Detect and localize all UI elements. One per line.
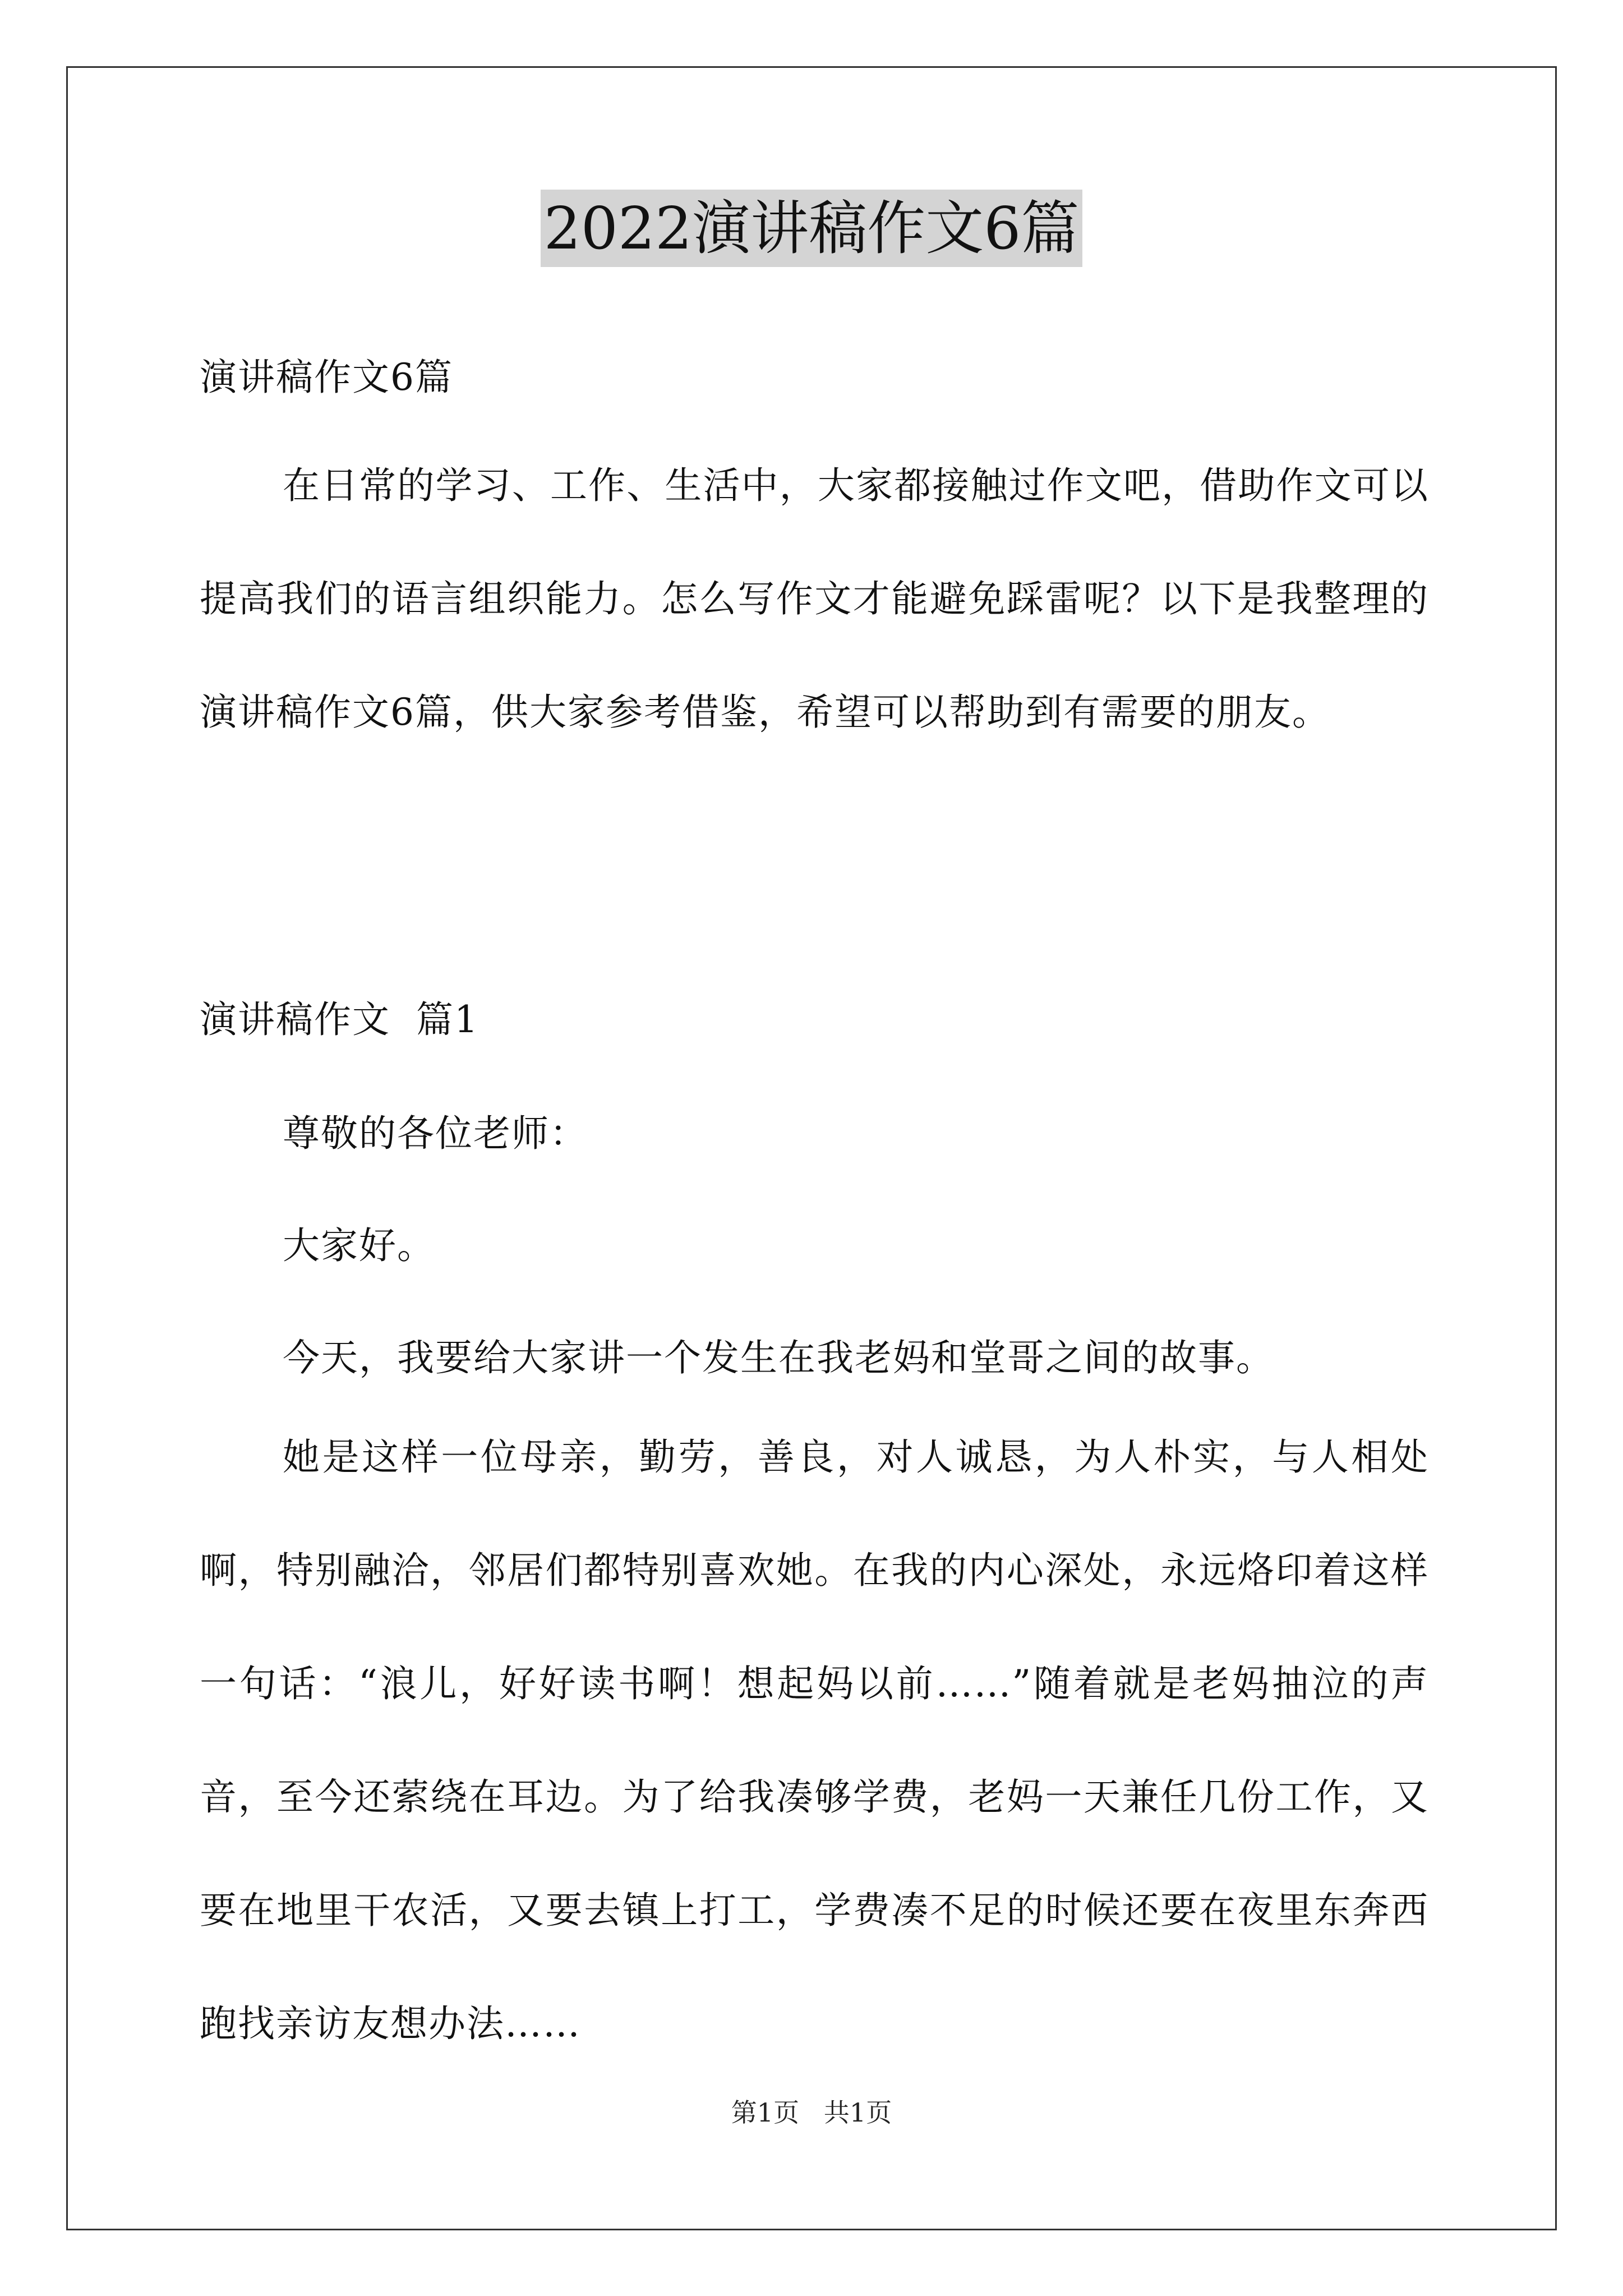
- section-heading-text: 演讲稿作文 篇1: [200, 998, 479, 1041]
- greeting-line: 尊敬的各位老师：: [283, 1112, 588, 1155]
- mother-paragraph: 她是这样一位母亲，勤劳，善良，对人诚恳，为人朴实，与人相处啊，特别融洽，邻居们都特别喜欢她。在我的内心深处，永远烙印着这样一句话：“浪儿，好好读书啊！想起妈以前……”随着就是老妈抽泣的声音，至今还萦绕在耳边。为了给我凑够学费，老妈一天兼任几份工作，又要在地里干农活，又要去镇上打工，学费凑不足的时候还要在夜里东奔西跑找亲访友想办法……: [200, 1435, 1429, 2045]
- intro-paragraph: 在日常的学习、工作、生活中，大家都接触过作文吧，借助作文可以提高我们的语言组织能力。怎么写作文才能避免踩雷呢？以下是我整理的演讲稿作文6篇，供大家参考借鉴，希望可以帮助到有需要的朋友。: [200, 464, 1429, 734]
- today-paragraph: 今天，我要给大家讲一个发生在我老妈和堂哥之间的故事。: [283, 1336, 1274, 1379]
- mother-block: [200, 1401, 1429, 2081]
- page-footer: 第1页 共1页: [731, 2097, 892, 2128]
- hello-line: 大家好。: [283, 1224, 435, 1267]
- section-heading: [200, 998, 479, 1041]
- document-title: [0, 194, 1623, 263]
- document-subtitle: 演讲稿作文6篇: [200, 356, 453, 399]
- document-title-text: 2022演讲稿作文6篇: [541, 190, 1083, 267]
- intro-block: [200, 429, 1429, 769]
